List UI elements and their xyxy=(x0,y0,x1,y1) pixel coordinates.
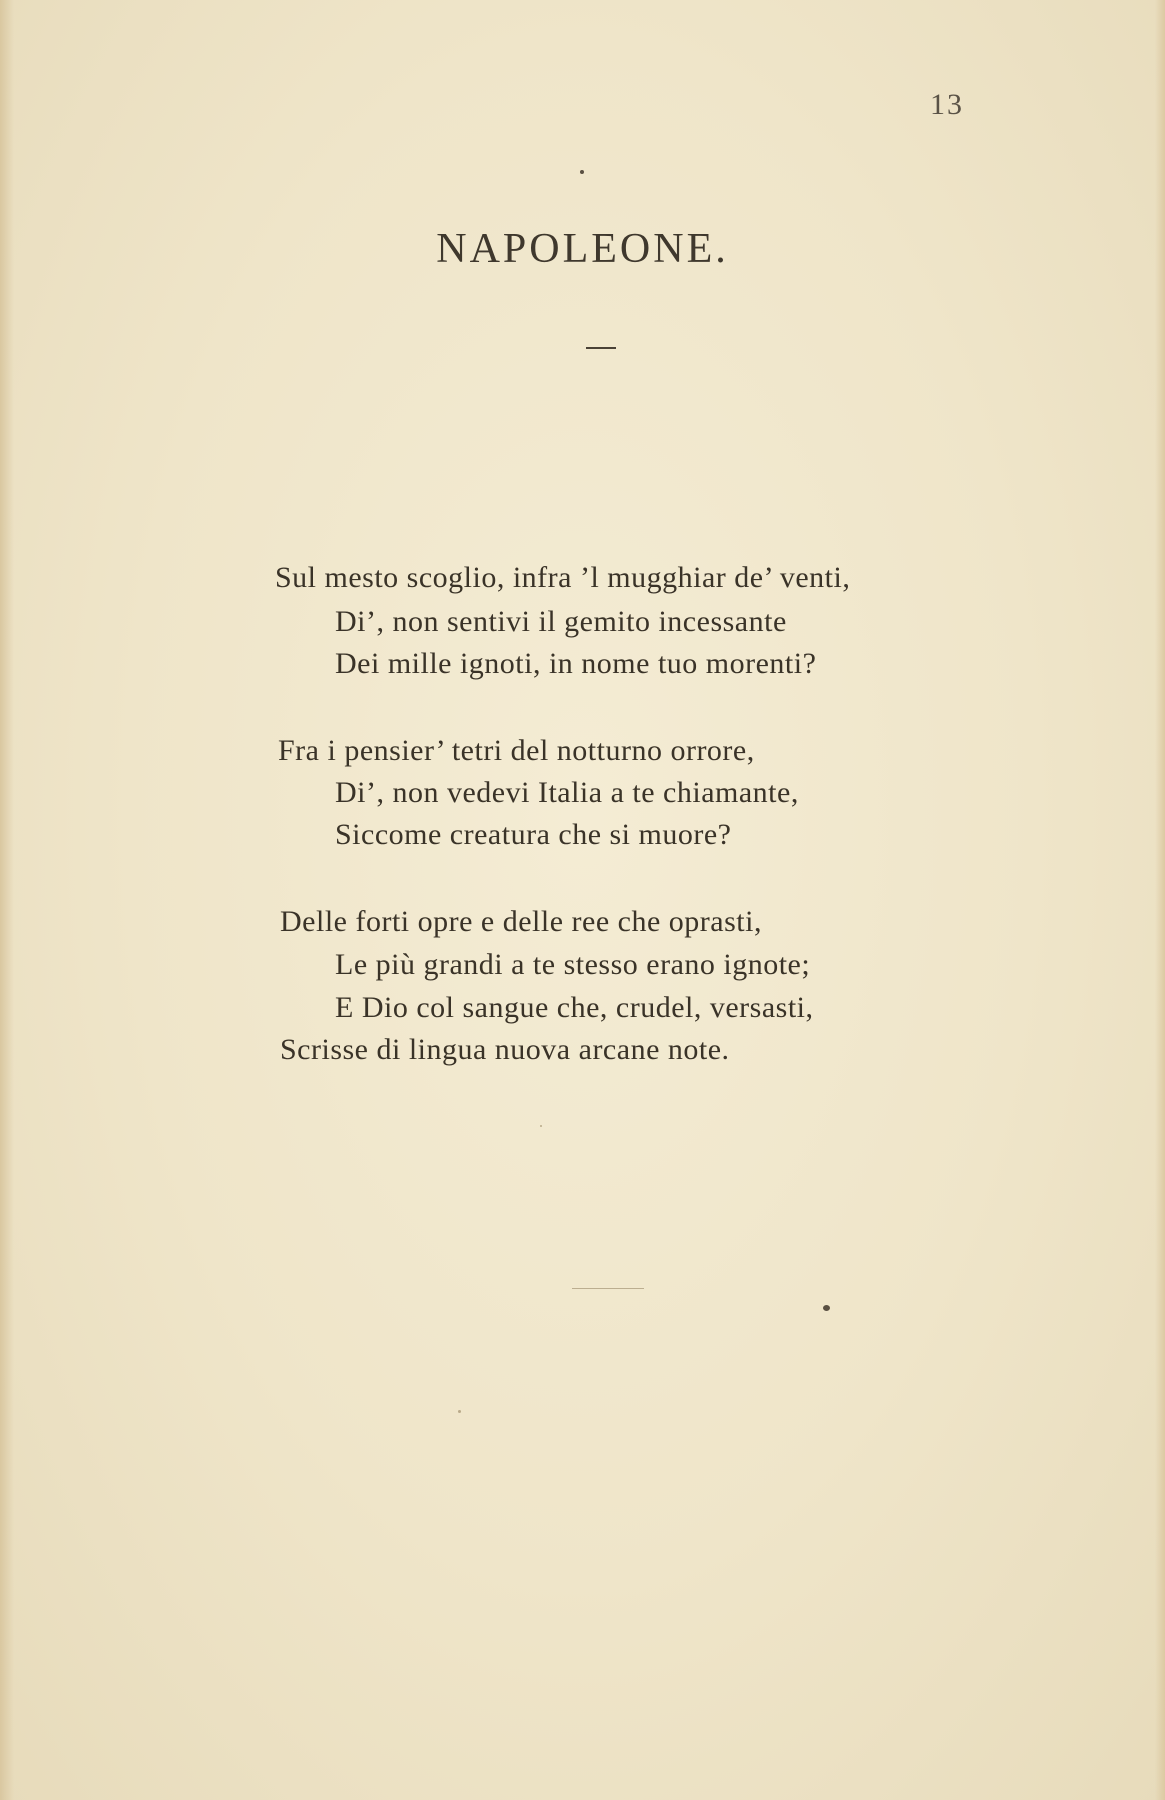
ink-speck xyxy=(540,1125,542,1127)
poem-title: NAPOLEONE. xyxy=(436,226,729,272)
poem-line: Di’, non vedevi Italia a te chiamante, xyxy=(335,776,799,809)
page-number: 13 xyxy=(930,88,964,121)
poem-line: Le più grandi a te stesso erano ignote; xyxy=(335,948,811,981)
ornamental-rule xyxy=(572,1288,644,1289)
poem-line: Di’, non sentivi il gemito incessante xyxy=(335,605,787,638)
poem-line: Siccome creatura che si muore? xyxy=(335,818,732,851)
poem-line: Sul mesto scoglio, infra ’l mugghiar de’ venti, xyxy=(275,561,851,594)
poem-line: Scrisse di lingua nuova arcane note. xyxy=(280,1033,730,1066)
poem-line: Dei mille ignoti, in nome tuo morenti? xyxy=(335,647,817,680)
poem-line: Delle forti opre e delle ree che oprasti, xyxy=(280,905,762,938)
ink-speck xyxy=(458,1410,461,1413)
ink-speck xyxy=(823,1305,830,1311)
poem-line: E Dio col sangue che, crudel, versasti, xyxy=(335,991,814,1024)
poem-line: Fra i pensier’ tetri del notturno orrore, xyxy=(278,734,755,767)
